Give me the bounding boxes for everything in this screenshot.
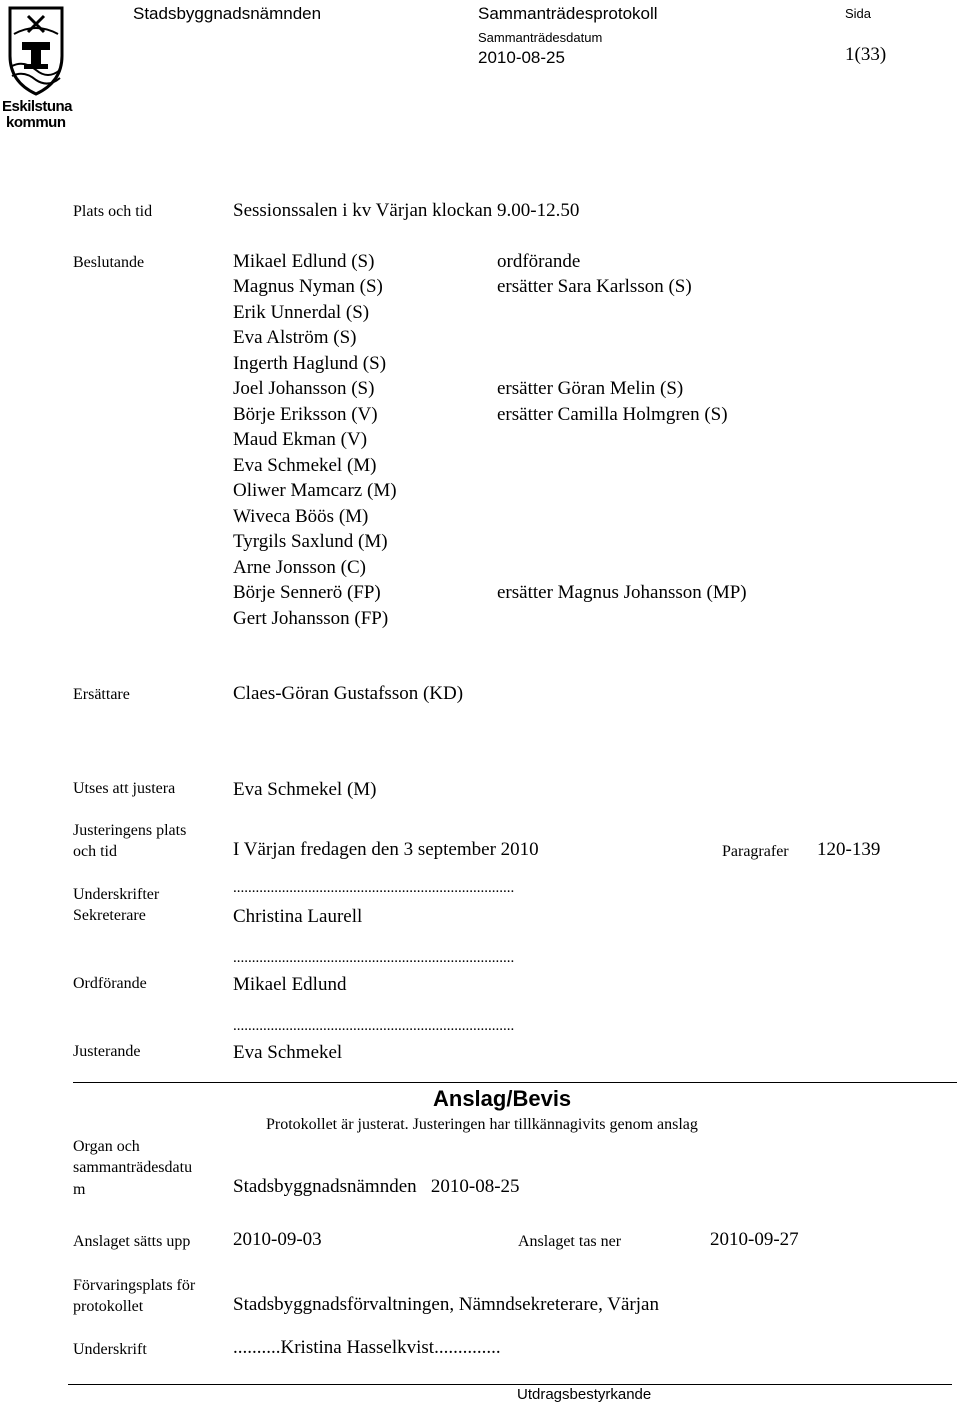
member-note: ersätter Magnus Johansson (MP)	[497, 582, 747, 603]
member-name: Oliwer Mamcarz (M)	[233, 480, 397, 501]
member-note: ordförande	[497, 251, 581, 272]
member-name: Tyrgils Saxlund (M)	[233, 531, 388, 552]
organ-value: Stadsbyggnadsnämnden 2010-08-25	[233, 1176, 520, 1197]
anslag-subtitle: Protokollet är justerat. Justeringen har tillkännagivits genom anslag	[266, 1116, 698, 1133]
member-note: ersätter Göran Melin (S)	[497, 378, 684, 399]
ordforande-name: Mikael Edlund	[233, 974, 347, 995]
utses-value: Eva Schmekel (M)	[233, 779, 377, 800]
footer-line	[68, 1384, 952, 1385]
beslutande-label: Beslutande	[73, 254, 145, 271]
page-label: Sida	[845, 6, 872, 21]
justerande-name: Eva Schmekel	[233, 1042, 343, 1063]
coat-of-arms-icon	[4, 4, 68, 96]
date-label: Sammanträdesdatum	[478, 30, 603, 45]
sekreterare-name: Christina Laurell	[233, 906, 363, 927]
ersattare-value: Claes-Göran Gustafsson (KD)	[233, 683, 464, 704]
underskrift-label: Underskrift	[73, 1341, 147, 1358]
place-value: Sessionssalen i kv Värjan klockan 9.00-12.50	[233, 200, 580, 221]
member-name: Börje Sennerö (FP)	[233, 582, 381, 603]
organ-label-line3: m	[73, 1181, 86, 1198]
signature-dots: ...........................................................................	[233, 1018, 515, 1034]
member-note: ersätter Camilla Holmgren (S)	[497, 404, 728, 425]
member-name: Maud Ekman (V)	[233, 429, 368, 450]
signature-dots: ...........................................................................	[233, 950, 515, 966]
member-note: ersätter Sara Karlsson (S)	[497, 276, 692, 297]
underskrift-value: ..........Kristina Hasselkvist..............	[233, 1337, 501, 1358]
justering-label-line2: och tid	[73, 843, 117, 860]
paragrafer-label: Paragrafer	[722, 843, 789, 860]
document-type: Sammanträdesprotokoll	[478, 4, 658, 23]
paragrafer-value: 120-139	[817, 839, 881, 860]
member-name: Magnus Nyman (S)	[233, 276, 383, 297]
anslag-ner-value: 2010-09-27	[710, 1229, 799, 1250]
committee-name: Stadsbyggnadsnämnden	[133, 4, 322, 23]
utses-label: Utses att justera	[73, 780, 176, 797]
underskrifter-label: Underskrifter	[73, 886, 160, 903]
member-name: Erik Unnerdal (S)	[233, 302, 370, 323]
organ-label-line2: sammanträdesdatu	[73, 1159, 193, 1176]
justerande-label: Justerande	[73, 1043, 141, 1060]
divider-line	[73, 1082, 957, 1083]
anslag-ner-label: Anslaget tas ner	[518, 1233, 622, 1250]
justering-value: I Värjan fredagen den 3 september 2010	[233, 839, 539, 860]
meeting-date: 2010-08-25	[478, 48, 565, 67]
member-name: Joel Johansson (S)	[233, 378, 375, 399]
footer-text: Utdragsbestyrkande	[517, 1386, 652, 1403]
forvaring-value: Stadsbyggnadsförvaltningen, Nämndsekreterare, Värjan	[233, 1294, 659, 1315]
place-label: Plats och tid	[73, 203, 153, 220]
member-name: Eva Schmekel (M)	[233, 455, 377, 476]
anslag-upp-label: Anslaget sätts upp	[73, 1233, 191, 1250]
ordforande-label: Ordförande	[73, 975, 147, 992]
logo-text-line2: kommun	[6, 114, 66, 131]
member-name: Mikael Edlund (S)	[233, 251, 375, 272]
anslag-title: Anslag/Bevis	[433, 1086, 572, 1111]
member-name: Gert Johansson (FP)	[233, 608, 389, 629]
organ-label-line1: Organ och	[73, 1138, 140, 1155]
anslag-upp-value: 2010-09-03	[233, 1229, 322, 1250]
sekreterare-label: Sekreterare	[73, 907, 146, 924]
forvaring-label-line1: Förvaringsplats för	[73, 1277, 196, 1294]
member-name: Ingerth Haglund (S)	[233, 353, 387, 374]
page-number: 1(33)	[845, 44, 887, 65]
member-name: Eva Alström (S)	[233, 327, 357, 348]
member-name: Börje Eriksson (V)	[233, 404, 378, 425]
logo-text-line1: Eskilstuna	[2, 98, 73, 115]
member-name: Wiveca Böös (M)	[233, 506, 369, 527]
ersattare-label: Ersättare	[73, 686, 130, 703]
municipality-logo	[0, 0, 80, 135]
justering-label-line1: Justeringens plats	[73, 822, 187, 839]
member-name: Arne Jonsson (C)	[233, 557, 366, 578]
signature-dots: ...........................................................................	[233, 880, 515, 896]
forvaring-label-line2: protokollet	[73, 1298, 144, 1315]
